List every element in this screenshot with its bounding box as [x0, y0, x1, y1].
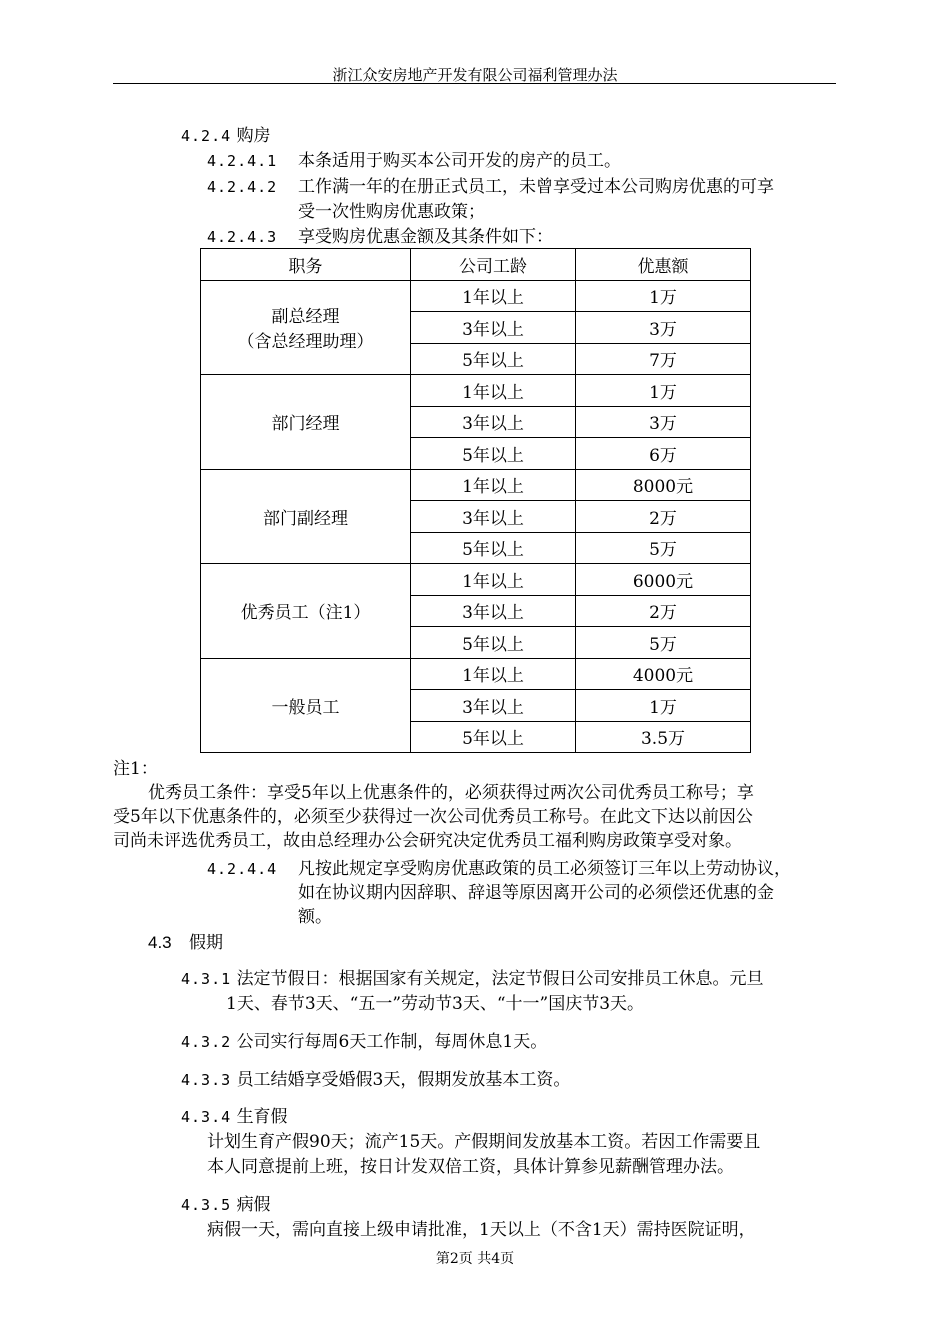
position-cell: 部门经理 [201, 375, 411, 470]
clause-4244-line3: 额。 [298, 907, 332, 927]
amount-cell: 2万 [576, 595, 751, 627]
position-cell: 优秀员工（注1） [201, 564, 411, 659]
clause-431-number: 4.3.1 [181, 970, 232, 988]
years-cell: 1年以上 [411, 375, 576, 407]
years-cell: 3年以上 [411, 690, 576, 722]
section-43-heading [148, 931, 223, 955]
years-cell: 1年以上 [411, 564, 576, 596]
clause-433-number: 4.3.3 [181, 1071, 232, 1089]
clause-4242-line2: 受一次性购房优惠政策； [298, 202, 485, 222]
note-line3: 司尚未评选优秀员工，故由总经理办公会研究决定优秀员工福利购房政策享受对象。 [113, 831, 742, 851]
years-cell: 1年以上 [411, 658, 576, 690]
section-424-number: 4.2.4 [181, 127, 232, 145]
years-cell: 5年以上 [411, 343, 576, 375]
clause-434-number: 4.3.4 [181, 1108, 232, 1126]
clause-4244-line1: 凡按此规定享受购房优惠政策的员工必须签订三年以上劳动协议， [298, 859, 791, 879]
years-cell: 5年以上 [411, 532, 576, 564]
clause-435-heading [181, 1193, 271, 1217]
clause-4241 [207, 149, 277, 173]
years-cell: 5年以上 [411, 438, 576, 470]
clause-4243-text: 享受购房优惠金额及其条件如下： [298, 227, 553, 247]
clause-434-heading [181, 1105, 288, 1129]
amount-cell: 1万 [576, 375, 751, 407]
table-row [201, 658, 751, 690]
clause-435-title: 病假 [236, 1195, 271, 1215]
position-cell: 一般员工 [201, 658, 411, 753]
clause-4241-number: 4.2.4.1 [207, 152, 278, 170]
section-424-title: 购房 [236, 126, 271, 146]
clause-431-text: 法定节假日：根据国家有关规定，法定节假日公司安排员工休息。元旦 [236, 969, 764, 989]
table-row [201, 564, 751, 596]
position-label: 副总经理 [271, 307, 340, 328]
amount-cell: 1万 [576, 690, 751, 722]
clause-4243 [207, 225, 277, 249]
section-43-title: 假期 [189, 933, 224, 953]
position-cell [201, 280, 411, 375]
years-cell: 1年以上 [411, 469, 576, 501]
header-amount: 优惠额 [576, 249, 751, 281]
clause-431-line1 [181, 967, 764, 991]
amount-cell: 8000元 [576, 469, 751, 501]
clause-434-line2: 本人同意提前上班，按日计发双倍工资，具体计算参见薪酬管理办法。 [207, 1157, 734, 1177]
header-position: 职务 [201, 249, 411, 281]
years-cell: 3年以上 [411, 312, 576, 344]
clause-435-line1: 病假一天，需向直接上级申请批准，1天以上（不含1天）需持医院证明， [207, 1220, 756, 1240]
table-row [201, 280, 751, 312]
amount-cell: 3.5万 [576, 721, 751, 753]
years-cell: 3年以上 [411, 595, 576, 627]
years-cell: 3年以上 [411, 501, 576, 533]
amount-cell: 5万 [576, 532, 751, 564]
section-424-heading [181, 124, 271, 148]
amount-cell: 4000元 [576, 658, 751, 690]
page-header: 浙江众安房地产开发有限公司福利管理办法 [332, 66, 618, 84]
note-line1: 优秀员工条件：享受5年以上优惠条件的，必须获得过两次公司优秀员工称号；享 [148, 783, 754, 803]
clause-4244-line2: 如在协议期内因辞职、辞退等原因离开公司的必须偿还优惠的金 [298, 883, 774, 903]
amount-cell: 6000元 [576, 564, 751, 596]
clause-431-line2: 1天、春节3天、“五一”劳动节3天、“十一”国庆节3天。 [226, 994, 645, 1014]
clause-433 [181, 1068, 570, 1092]
clause-434-title: 生育假 [236, 1107, 288, 1127]
years-cell: 5年以上 [411, 721, 576, 753]
clause-432-text: 公司实行每周6天工作制，每周休息1天。 [236, 1032, 548, 1052]
clause-434-line1: 计划生育产假90天；流产15天。产假期间发放基本工资。若因工作需要且 [207, 1132, 761, 1152]
clause-4243-number: 4.2.4.3 [207, 228, 278, 246]
clause-4242 [207, 175, 277, 199]
note-label: 注1： [113, 759, 158, 779]
table-header-row [201, 249, 751, 281]
header-rule [113, 83, 836, 84]
amount-cell: 5万 [576, 627, 751, 659]
amount-cell: 2万 [576, 501, 751, 533]
clause-435-number: 4.3.5 [181, 1196, 232, 1214]
page-footer: 第2页 共4页 [435, 1251, 515, 1267]
amount-cell: 3万 [576, 312, 751, 344]
position-sublabel: （含总经理助理） [237, 332, 374, 353]
years-cell: 3年以上 [411, 406, 576, 438]
amount-cell: 6万 [576, 438, 751, 470]
housing-benefit-table [200, 248, 751, 753]
amount-cell: 3万 [576, 406, 751, 438]
note-line2: 受5年以下优惠条件的，必须至少获得过一次公司优秀员工称号。在此文下达以前因公 [113, 807, 753, 827]
amount-cell: 1万 [576, 280, 751, 312]
clause-433-text: 员工结婚享受婚假3天，假期发放基本工资。 [236, 1070, 571, 1090]
amount-cell: 7万 [576, 343, 751, 375]
clause-432-number: 4.3.2 [181, 1033, 232, 1051]
clause-4241-text: 本条适用于购买本公司开发的房产的员工。 [298, 151, 621, 171]
clause-4244 [207, 857, 277, 881]
table-row [201, 375, 751, 407]
clause-4244-number: 4.2.4.4 [207, 860, 278, 878]
years-cell: 1年以上 [411, 280, 576, 312]
years-cell: 5年以上 [411, 627, 576, 659]
clause-432 [181, 1030, 547, 1054]
position-cell: 部门副经理 [201, 469, 411, 564]
clause-4242-line1: 工作满一年的在册正式员工，未曾享受过本公司购房优惠的可享 [298, 177, 774, 197]
clause-4242-number: 4.2.4.2 [207, 178, 278, 196]
section-43-number: 4.3 [148, 933, 172, 952]
header-years: 公司工龄 [411, 249, 576, 281]
table-row [201, 469, 751, 501]
